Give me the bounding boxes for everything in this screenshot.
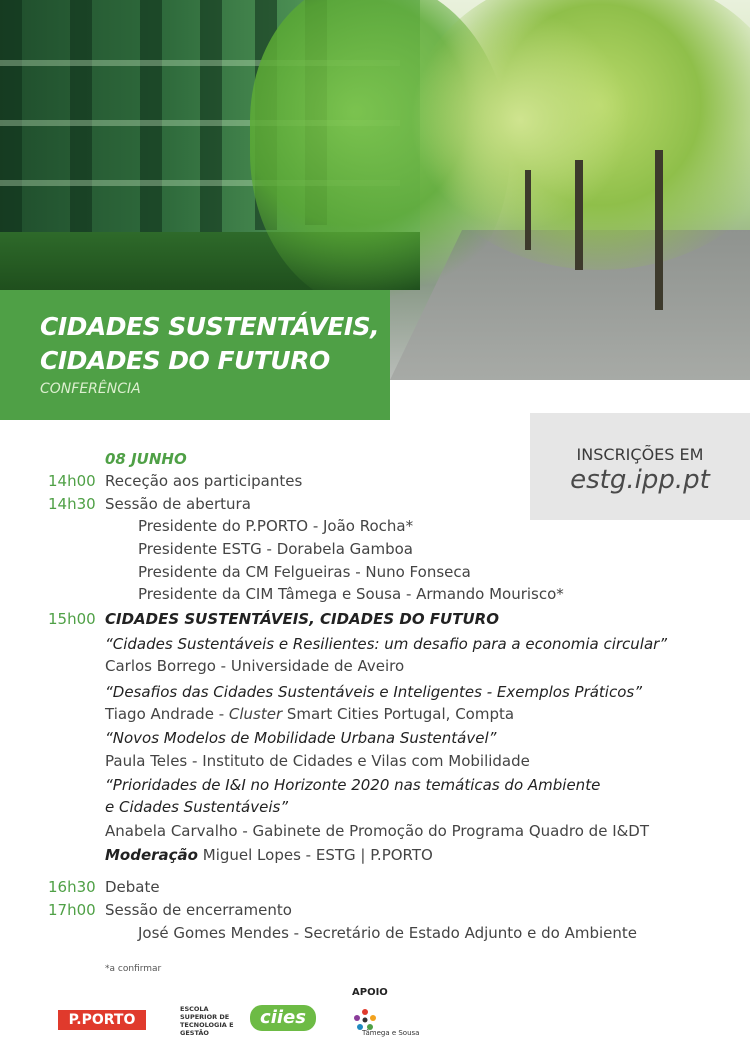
estg-logo: ESCOLA SUPERIOR DE TECNOLOGIA E GESTÃO <box>180 1005 234 1037</box>
talk-speaker: Carlos Borrego - Universidade de Aveiro <box>105 657 405 675</box>
page-title-line1: CIDADES SUSTENTÁVEIS, <box>40 312 380 341</box>
speaker-line: Presidente da CM Felgueiras - Nuno Fonseca <box>138 563 471 581</box>
talk-speaker: Anabela Carvalho - Gabinete de Promoção do Programa Quadro de I&DT <box>105 822 650 840</box>
tamega-sousa-logo <box>350 1005 440 1041</box>
schedule-item: Sessão de abertura <box>105 495 251 513</box>
talk-title: “Novos Modelos de Mobilidade Urbana Sustentável” <box>105 729 497 747</box>
panel-title: CIDADES SUSTENTÁVEIS, CIDADES DO FUTURO <box>105 610 499 628</box>
tamega-sousa-label: Tâmega e Sousa <box>362 1029 420 1037</box>
speaker-line: Presidente do P.PORTO - João Rocha* <box>138 517 414 535</box>
registration-label: INSCRIÇÕES EM <box>576 445 704 464</box>
schedule-time: 15h00 <box>48 610 96 628</box>
event-date: 08 JUNHO <box>105 450 187 468</box>
talk-title: “Desafios das Cidades Sustentáveis e Inteligentes - Exemplos Práticos” <box>105 683 642 701</box>
page-title-line2: CIDADES DO FUTURO <box>40 346 330 375</box>
schedule-time: 14h30 <box>48 495 96 513</box>
speaker-line: José Gomes Mendes - Secretário de Estado Adjunto e do Ambiente <box>138 924 637 942</box>
speaker-line: Presidente da CIM Tâmega e Sousa - Armando Mourisco* <box>138 585 564 603</box>
ciies-logo: ciies <box>250 1005 316 1031</box>
footnote: *a confirmar <box>105 964 162 974</box>
schedule-item: Debate <box>105 878 160 896</box>
page-subtitle: CONFERÊNCIA <box>40 381 141 397</box>
schedule-item: Receção aos participantes <box>105 472 303 490</box>
schedule-time: 16h30 <box>48 878 96 896</box>
speaker-line: Presidente ESTG - Dorabela Gamboa <box>138 540 413 558</box>
schedule-time: 17h00 <box>48 901 96 919</box>
pporto-logo: P.PORTO <box>58 1010 146 1030</box>
talk-title: “Cidades Sustentáveis e Resilientes: um desafio para a economia circular” <box>105 635 668 653</box>
registration-link[interactable]: estg.ipp.pt <box>570 465 710 495</box>
support-label: APOIO <box>352 987 388 998</box>
talk-speaker: Paula Teles - Instituto de Cidades e Vilas com Mobilidade <box>105 752 530 770</box>
talk-speaker: Tiago Andrade - Cluster Smart Cities Portugal, Compta <box>105 705 515 723</box>
schedule-item: Sessão de encerramento <box>105 901 292 919</box>
schedule-time: 14h00 <box>48 472 96 490</box>
talk-title: e Cidades Sustentáveis” <box>105 798 289 816</box>
registration-box <box>530 413 750 520</box>
talk-title: “Prioridades de I&I no Horizonte 2020 nas temáticas do Ambiente <box>105 776 601 794</box>
moderation-line: Moderação Miguel Lopes - ESTG | P.PORTO <box>105 846 433 864</box>
